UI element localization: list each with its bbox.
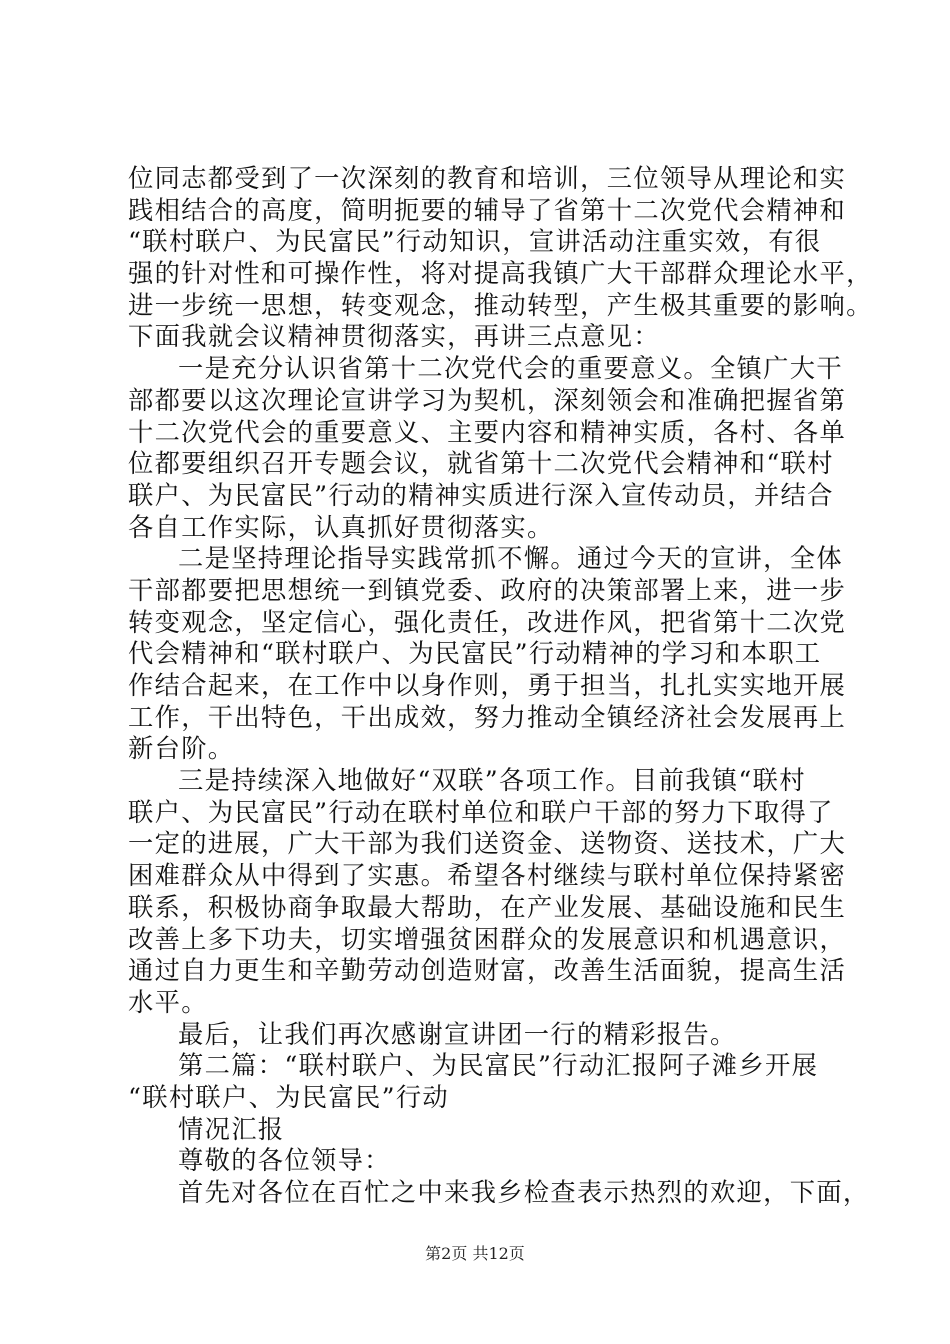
text-line: 转变观念，坚定信心，强化责任，改进作风，把省第十二次党: [128, 607, 847, 637]
text-line: 干部都要把思想统一到镇党委、政府的决策部署上来，进一步: [128, 575, 847, 605]
text-line: 代会精神和“联村联户、为民富民”行动精神的学习和本职工: [128, 639, 822, 669]
text-line: 改善上多下功夫，切实增强贫困群众的发展意识和机遇意识，: [128, 924, 847, 954]
text-line: 情况汇报: [178, 1114, 285, 1144]
text-line: 一是充分认识省第十二次党代会的重要意义。全镇广大干: [178, 354, 843, 384]
text-line: 新台阶。: [128, 734, 235, 764]
document-body: [128, 163, 873, 1209]
text-line: 各自工作实际，认真抓好贯彻落实。: [128, 512, 554, 542]
text-line: “联村联户、为民富民”行动知识，宣讲活动注重实效，有很: [128, 227, 822, 257]
text-line: 进一步统一思想，转变观念，推动转型，产生极其重要的影响。: [128, 290, 873, 320]
text-line: 三是持续深入地做好“双联”各项工作。目前我镇“联村: [178, 766, 806, 796]
text-line: 部都要以这次理论宣讲学习为契机，深刻领会和准确把握省第: [128, 385, 847, 415]
text-line: “联村联户、为民富民”行动: [128, 1082, 450, 1112]
text-line: 最后，让我们再次感谢宣讲团一行的精彩报告。: [178, 1019, 737, 1049]
text-line: 位都要组织召开专题会议，就省第十二次党代会精神和“联村: [128, 449, 834, 479]
text-line: 尊敬的各位领导：: [178, 1146, 391, 1176]
text-line: 践相结合的高度，简明扼要的辅导了省第十二次党代会精神和: [128, 195, 847, 225]
text-line: 联系，积极协商争取最大帮助，在产业发展、基础设施和民生: [128, 892, 847, 922]
text-line: 联户、为民富民”行动的精神实质进行深入宣传动员，并结合: [128, 480, 834, 510]
text-line: 二是坚持理论指导实践常抓不懈。通过今天的宣讲，全体: [178, 544, 843, 574]
text-line: 一定的进展，广大干部为我们送资金、送物资、送技术，广大: [128, 829, 847, 859]
text-line: 十二次党代会的重要意义、主要内容和精神实质，各村、各单: [128, 417, 847, 447]
page-footer: 第2页 共12页: [425, 1244, 525, 1263]
text-line: 水平。: [128, 987, 208, 1017]
text-line: 位同志都受到了一次深刻的教育和培训，三位领导从理论和实: [128, 164, 847, 193]
text-line: 通过自力更生和辛勤劳动创造财富，改善生活面貌，提高生活: [128, 956, 847, 986]
text-line: 作结合起来，在工作中以身作则，勇于担当，扎扎实实地开展: [128, 671, 847, 700]
text-line: 工作，干出特色，干出成效，努力推动全镇经济社会发展再上: [128, 702, 847, 732]
text-line: 第二篇：“联村联户、为民富民”行动汇报阿子滩乡开展: [178, 1051, 819, 1081]
text-line: 首先对各位在百忙之中来我乡检查表示热烈的欢迎，下面，: [178, 1178, 870, 1207]
text-line: 困难群众从中得到了实惠。希望各村继续与联村单位保持紧密: [128, 861, 847, 891]
text-line: 下面我就会议精神贯彻落实，再讲三点意见：: [128, 322, 660, 352]
text-line: 强的针对性和可操作性，将对提高我镇广大干部群众理论水平，: [128, 259, 873, 289]
text-line: 联户、为民富民”行动在联村单位和联户干部的努力下取得了: [128, 797, 834, 827]
